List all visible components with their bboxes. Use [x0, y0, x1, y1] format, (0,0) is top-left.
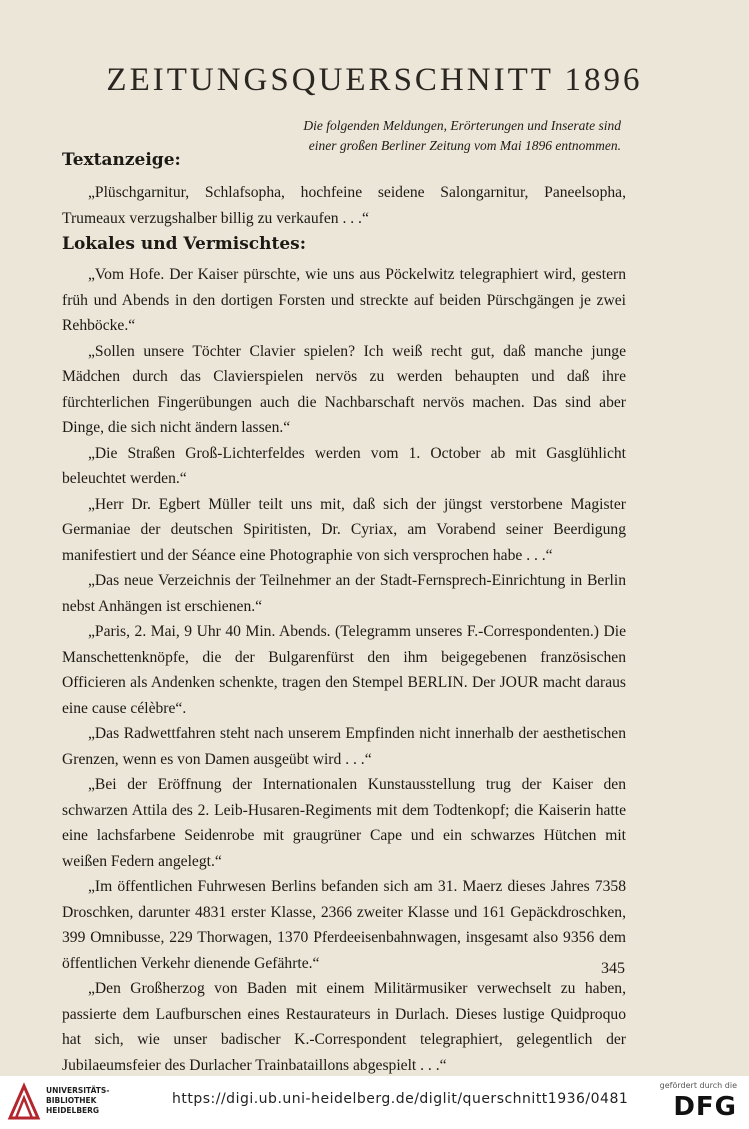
university-library-logo-icon[interactable]: [6, 1082, 42, 1122]
viewer-footer: [0, 1076, 749, 1129]
paragraph: „Sollen unsere Töchter Clavier spielen? Ich weiß recht gut, daß manche junge Mädchen durch das Clavierspielen nervös zu werden behaupten und daß ihre fürchterlichen Fingerübungen auch die Nachbarschaft nervös machen. Das sind aber Dinge, die sich nicht ändern lassen.“: [62, 342, 626, 436]
section-heading-textanzeige: Textanzeige:: [62, 150, 181, 170]
library-line-1: UNIVERSITÄTS-: [46, 1086, 110, 1095]
funded-by-label: gefördert durch die: [659, 1081, 737, 1090]
paragraph: „Herr Dr. Egbert Müller teilt uns mit, daß sich der jüngst verstorbene Magister Germaniae der deutschen Spiritisten, Dr. Cyriax, am Vorabend seiner Beerdigung manifestiert und der Séance eine Photographie von sich versprochen habe . . .“: [62, 495, 626, 564]
paragraph: „Das Radwettfahren steht nach unserem Empfinden nicht innerhalb der aesthetischen Grenzen, wenn es von Damen ausgeübt wird . . .“: [62, 725, 626, 768]
paragraph: „Paris, 2. Mai, 9 Uhr 40 Min. Abends. (Telegramm unseres F.-Correspondenten.) Die Manschettenknöpfe, die der Bulgarenfürst den ihm beigegebenen französischen Officieren als Andenken schenkte, tragen den Stempel BERLIN. Der JOUR macht daraus eine cause célèbre“.: [62, 623, 626, 717]
library-line-2: BIBLIOTHEK: [46, 1096, 97, 1105]
paragraph: „Vom Hofe. Der Kaiser pürschte, wie uns aus Pöckelwitz telegraphiert wird, gestern früh und Abends in den dortigen Forsten und streckte auf beiden Pürschgängen je zwei Rehböcke.“: [62, 266, 626, 334]
section-textanzeige: [62, 180, 626, 231]
paragraph: „Die Straßen Groß-Lichterfeldes werden vom 1. October ab mit Gasglühlicht beleuchtet werden.“: [62, 444, 626, 487]
paragraph: „Im öffentlichen Fuhrwesen Berlins befanden sich am 31. Maerz dieses Jahres 7358 Droschken, darunter 4831 erster Klasse, 2366 zweiter Klasse und 161 Gepäckdroschken, 399 Omnibusse, 229 Thorwagen, 1370 Pferdeeisenbahnwagen, insgesamt also 9356 dem öffentlichen Verkehr dienende Gefährte.“: [62, 878, 626, 972]
page-number: 345: [601, 960, 625, 977]
paragraph: „Das neue Verzeichnis der Teilnehmer an der Stadt-Fernsprech-Einrichtung in Berlin nebst Anhängen ist erschienen.“: [62, 572, 626, 615]
paragraph: „Bei der Eröffnung der Internationalen Kunstausstellung trug der Kaiser den schwarzen Attila des 2. Leib-Husaren-Regiments mit dem Todtenkopf; die Kaiserin hatte eine lachsfarbene Seidenrobe mit graugrüner Cape und ein schwarzes Hütchen mit weißen Federn angelegt.“: [62, 776, 626, 870]
intro-line-1: Die folgenden Meldungen, Erörterungen und Inserate sind: [303, 118, 621, 133]
library-name[interactable]: [46, 1086, 109, 1116]
section-heading-lokales: Lokales und Vermischtes:: [62, 234, 307, 254]
intro-line-2: einer großen Berliner Zeitung vom Mai 1896 entnommen.: [308, 138, 621, 153]
section-lokales: [62, 262, 626, 1078]
dfg-logo[interactable]: DFG: [673, 1092, 737, 1122]
paragraph: „Den Großherzog von Baden mit einem Militärmusiker verwechselt zu haben, passierte dem Laufburschen eines Restaurateurs in Durlach. Dieses lustige Quidproquo hat sich, wie unser badischer K.-Correspondent telegraphiert, gelegentlich der Jubilaeumsfeier des Durlacher Trainbataillons abgespielt . . .“: [62, 980, 626, 1074]
page-title: ZEITUNGSQUERSCHNITT 1896: [106, 62, 643, 98]
permalink-url[interactable]: https://digi.ub.uni-heidelberg.de/diglit/querschnitt1936/0481: [172, 1091, 629, 1107]
intro-note: [241, 116, 621, 156]
library-line-3: HEIDELBERG: [46, 1106, 100, 1115]
paragraph: „Plüschgarnitur, Schlafsopha, hochfeine seidene Salongarnitur, Paneelsopha, Trumeaux verzugshalber billig zu verkaufen . . .“: [62, 184, 626, 227]
